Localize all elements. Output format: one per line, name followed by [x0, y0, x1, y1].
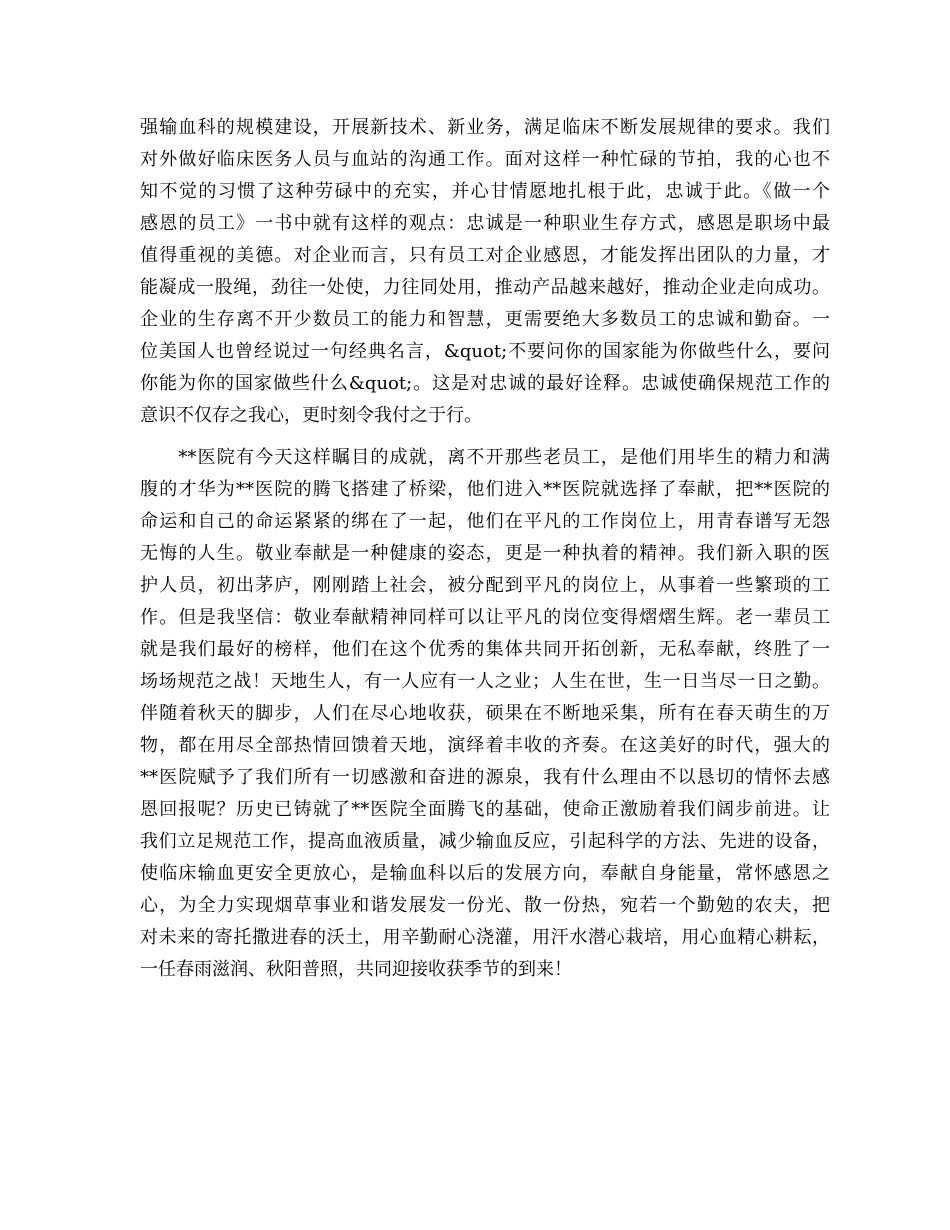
paragraph-1: [140, 112, 830, 432]
text-line: 伴随着秋天的脚步，人们在尽心地收获，硕果在不断地采集，所有在春天萌生的万: [140, 703, 830, 724]
text-line: 一任春雨滋润、秋阳普照，共同迎接收获季节的到来！: [140, 959, 572, 980]
text-line: 心，为全力实现烟草事业和谐发展发一份光、散一份热，宛若一个勤勉的农夫，把: [140, 895, 830, 916]
text-line: **医院赋予了我们所有一切感激和奋进的源泉，我有什么理由不以恳切的情怀去感: [140, 767, 830, 788]
text-line: 命运和自己的命运紧紧的绑在了一起，他们在平凡的工作岗位上，用青春谱写无怨: [140, 511, 830, 532]
text-line: 对外做好临床医务人员与血站的沟通工作。面对这样一种忙碌的节拍，我的心也不: [140, 149, 830, 170]
text-line: **医院有今天这样瞩目的成就，离不开那些老员工，是他们用毕生的精力和满: [140, 447, 830, 468]
text-line: 意识不仅存之我心，更时刻令我付之于行。: [140, 405, 482, 426]
text-line: 腹的才华为**医院的腾飞搭建了桥梁，他们进入**医院就选择了奉献，把**医院的: [140, 479, 830, 500]
text-line: 就是我们最好的榜样，他们在这个优秀的集体共同开拓创新，无私奉献，终胜了一: [140, 639, 830, 660]
text-line: 作。但是我坚信：敬业奉献精神同样可以让平凡的岗位变得熠熠生辉。老一辈员工: [140, 607, 830, 628]
text-line: 恩回报呢？历史已铸就了**医院全面腾飞的基础，使命正激励着我们阔步前进。让: [140, 799, 830, 820]
text-line: 你能为你的国家做些什么&quot;。这是对忠诚的最好诠释。忠诚使确保规范工作的: [140, 373, 830, 394]
paragraph-spacer: [140, 432, 830, 442]
text-line: 物，都在用尽全部热情回馈着天地，演绎着丰收的齐奏。在这美好的时代，强大的: [140, 735, 830, 756]
text-line: 强输血科的规模建设，开展新技术、新业务，满足临床不断发展规律的要求。我们: [140, 117, 830, 138]
text-line: 企业的生存离不开少数员工的能力和智慧，更需要绝大多数员工的忠诚和勤奋。一: [140, 309, 830, 330]
document-body: [140, 112, 830, 986]
paragraph-2: [140, 442, 830, 986]
text-line: 能凝成一股绳，劲往一处使，力往同处用，推动产品越来越好，推动企业走向成功。: [140, 277, 830, 298]
text-line: 知不觉的习惯了这种劳碌中的充实，并心甘情愿地扎根于此，忠诚于此。《做一个: [140, 181, 830, 202]
text-line: 使临床输血更安全更放心，是输血科以后的发展方向，奉献自身能量，常怀感恩之: [140, 863, 830, 884]
text-line: 无悔的人生。敬业奉献是一种健康的姿态，更是一种执着的精神。我们新入职的医: [140, 543, 830, 564]
text-line: 对未来的寄托撒进春的沃土，用辛勤耐心浇灌，用汗水潜心栽培，用心血精心耕耘，: [140, 927, 830, 948]
text-line: 我们立足规范工作，提高血液质量，减少输血反应，引起科学的方法、先进的设备，: [140, 831, 830, 852]
text-line: 场场规范之战！天地生人，有一人应有一人之业；人生在世，生一日当尽一日之勤。: [140, 671, 830, 692]
text-line: 位美国人也曾经说过一句经典名言，&quot;不要问你的国家能为你做些什么，要问: [140, 341, 830, 362]
text-line: 值得重视的美德。对企业而言，只有员工对企业感恩，才能发挥出团队的力量，才: [140, 245, 830, 266]
text-line: 感恩的员工》一书中就有这样的观点：忠诚是一种职业生存方式，感恩是职场中最: [140, 213, 830, 234]
text-line: 护人员，初出茅庐，刚刚踏上社会，被分配到平凡的岗位上，从事着一些繁琐的工: [140, 575, 830, 596]
